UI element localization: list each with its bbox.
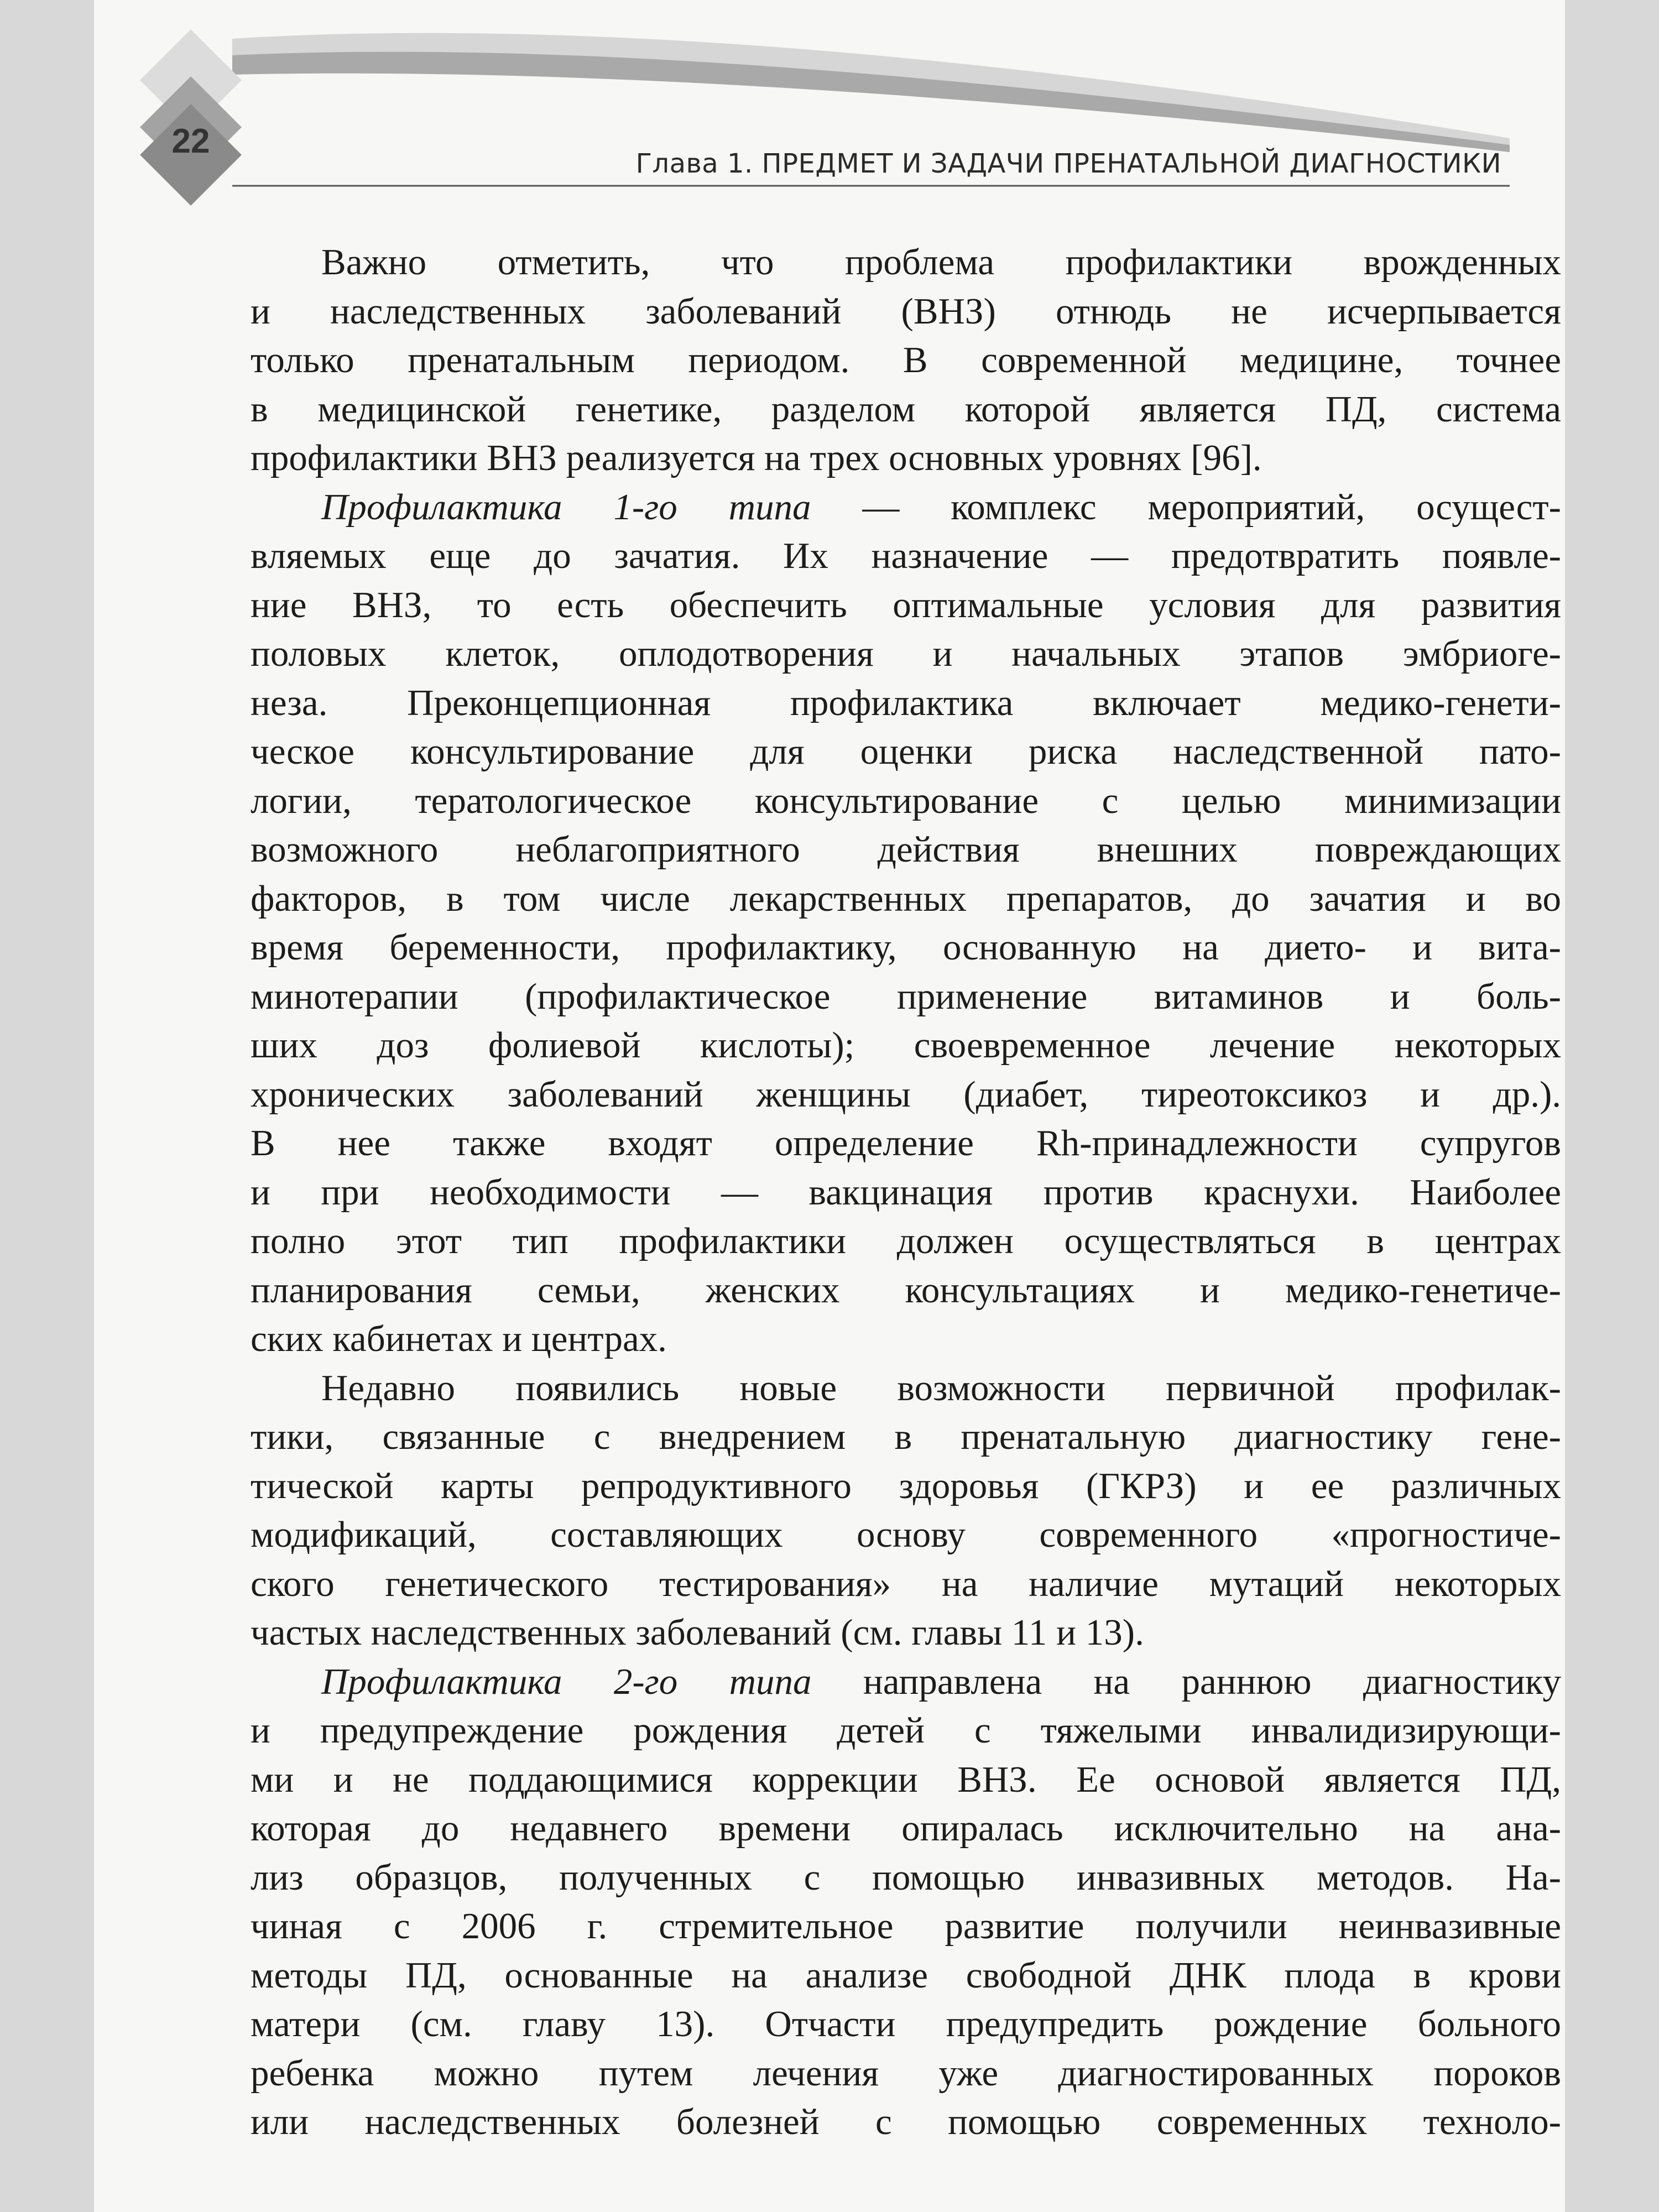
text-line: половых клеток, оплодотворения и начальных этапов эмбриоге- bbox=[251, 633, 1561, 674]
text-line: Профилактика 1-го типа — комплекс мероприятий, осущест- bbox=[321, 486, 1561, 528]
book-page bbox=[94, 0, 1565, 2212]
text-line: факторов, в том числе лекарственных препаратов, до зачатия и во bbox=[251, 878, 1561, 919]
body-text bbox=[251, 238, 1561, 2147]
text-line: планирования семьи, женских консультациях и медико-генетиче- bbox=[251, 1269, 1561, 1311]
text-line: возможного неблагоприятного действия внешних повреждающих bbox=[251, 829, 1561, 870]
text-line: или наследственных болезней с помощью современных техноло- bbox=[251, 2101, 1561, 2142]
text-line: частых наследственных заболеваний (см. главы 11 и 13). bbox=[251, 1612, 1144, 1653]
text-line: и при необходимости — вакцинация против краснухи. Наиболее bbox=[251, 1171, 1561, 1213]
paragraph bbox=[251, 1657, 1561, 2147]
text-line: полно этот тип профилактики должен осуществляться в центрах bbox=[251, 1220, 1561, 1261]
text-line: тики, связанные с внедрением в пренатальную диагностику гене- bbox=[251, 1416, 1561, 1457]
text-line: ние ВНЗ, то есть обеспечить оптимальные условия для развития bbox=[251, 584, 1561, 625]
paragraph bbox=[251, 238, 1561, 483]
page-number: 22 bbox=[171, 122, 210, 160]
italic-lead: Профилактика 1-го типа bbox=[321, 486, 811, 528]
text-line: профилактики ВНЗ реализуется на трех основных уровнях [96]. bbox=[251, 437, 1262, 478]
text-line: В нее также входят определение Rh-принадлежности супругов bbox=[251, 1123, 1561, 1164]
running-head: Глава 1. ПРЕДМЕТ И ЗАДАЧИ ПРЕНАТАЛЬНОЙ ДИАГНОСТИКИ bbox=[635, 148, 1501, 179]
page-number-diamond-icon bbox=[140, 29, 242, 206]
text-line: хронических заболеваний женщины (диабет, тиреотоксикоз и др.). bbox=[251, 1073, 1561, 1115]
text-line: неза. Преконцепционная профилактика включает медико-генети- bbox=[251, 682, 1561, 723]
text-line: ребенка можно путем лечения уже диагностированных пороков bbox=[251, 2052, 1561, 2094]
text-line: методы ПД, основанные на анализе свободной ДНК плода в крови bbox=[251, 1954, 1561, 1996]
text-line: и наследственных заболеваний (ВНЗ) отнюдь не исчерпывается bbox=[251, 290, 1561, 332]
text-line: логии, тератологическое консультирование с целью минимизации bbox=[251, 780, 1561, 821]
text-line: ских кабинетах и центрах. bbox=[251, 1318, 667, 1359]
text-line: лиз образцов, полученных с помощью инвазивных методов. На- bbox=[251, 1856, 1561, 1898]
text-line: модификаций, составляющих основу современного «прогностиче- bbox=[251, 1514, 1561, 1555]
text-line: вляемых еще до зачатия. Их назначение — предотвратить появле- bbox=[251, 535, 1561, 576]
text-line: которая до недавнего времени опиралась исключительно на ана- bbox=[251, 1808, 1561, 1849]
text-line: ших доз фолиевой кислоты); своевременное лечение некоторых bbox=[251, 1025, 1561, 1066]
paragraph bbox=[251, 1364, 1561, 1657]
text-line: ского генетического тестирования» на наличие мутаций некоторых bbox=[251, 1563, 1561, 1604]
text-line: матери (см. главу 13). Отчасти предупредить рождение больного bbox=[251, 2004, 1561, 2044]
italic-lead: Профилактика 2-го типа bbox=[321, 1661, 812, 1702]
paragraph bbox=[251, 483, 1561, 1364]
text-line: тической карты репродуктивного здоровья (ГКРЗ) и ее различных bbox=[251, 1465, 1561, 1506]
text-line: и предупреждение рождения детей с тяжелыми инвалидизирующи- bbox=[251, 1710, 1561, 1751]
text-line: ческое консультирование для оценки риска наследственной пато- bbox=[251, 731, 1561, 772]
text-line: Недавно появились новые возможности первичной профилак- bbox=[321, 1367, 1561, 1408]
text-line: время беременности, профилактику, основанную на дието- и вита- bbox=[251, 927, 1561, 968]
text-line: Важно отметить, что проблема профилактики врожденных bbox=[321, 242, 1561, 283]
text-line: Профилактика 2-го типа направлена на раннюю диагностику bbox=[321, 1661, 1561, 1702]
text-line: ми и не поддающимися коррекции ВНЗ. Ее основой является ПД, bbox=[251, 1759, 1561, 1800]
text-line: чиная с 2006 г. стремительное развитие получили неинвазивные bbox=[251, 1906, 1561, 1947]
text-line: минотерапии (профилактическое применение витаминов и боль- bbox=[251, 975, 1561, 1017]
text-line: только пренатальным периодом. В современной медицине, точнее bbox=[251, 340, 1561, 380]
text-line: в медицинской генетике, разделом которой является ПД, система bbox=[251, 388, 1561, 430]
